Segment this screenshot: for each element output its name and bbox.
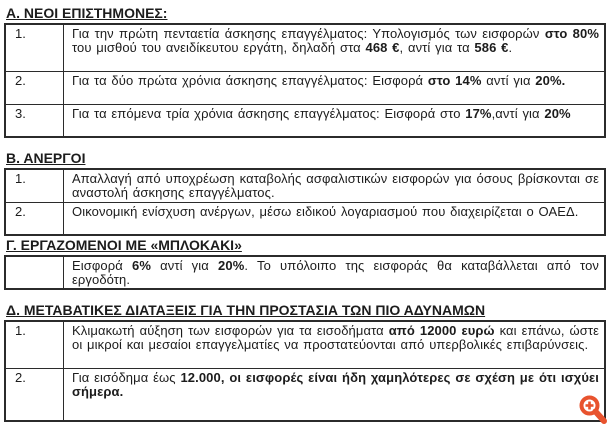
table-row <box>5 256 605 289</box>
section-title: Β. ΑΝΕΡΓΟΙ <box>6 150 86 166</box>
table-row <box>5 321 605 368</box>
section-title: Δ. ΜΕΤΑΒΑΤΙΚΕΣ ΔΙΑΤΑΞΕΙΣ ΓΙΑ ΤΗΝ ΠΡΟΣΤΑΣΙΑ ΤΩΝ ΠΙΟ ΑΔΥΝΑΜΩΝ <box>6 302 486 318</box>
table-row <box>5 202 605 235</box>
section-title: Α. ΝΕΟΙ ΕΠΙΣΤΗΜΟΝΕΣ: <box>6 5 168 21</box>
row-number-cell: 1. <box>5 321 64 368</box>
row-number-cell: 1. <box>5 24 64 71</box>
row-number-cell <box>5 256 64 289</box>
section-new-scientists <box>4 5 606 138</box>
section-title: Γ. ΕΡΓΑΖΟΜΕΝΟΙ ΜΕ «ΜΠΛΟΚΑΚΙ» <box>6 237 242 253</box>
row-text-cell: Κλιμακωτή αύξηση των εισφορών για τα εισοδήματα από 12000 ευρώ και επάνω, ώστε οι μικροί και μεσαίοι επαγγελματίες να προστατεύονται από υπερβολικές επιβαρύνσεις. <box>64 321 606 368</box>
row-text-cell: Απαλλαγή από υποχρέωση καταβολής ασφαλιστικών εισφορών για όσους βρίσκονται σε αναστολή άσκησης επαγγέλματος. <box>64 169 606 202</box>
row-text-cell: Εισφορά 6% αντί για 20%. Το υπόλοιπο της εισφοράς θα καταβάλλεται από τον εργοδότη. <box>64 256 606 289</box>
table-row <box>5 368 605 421</box>
section-table <box>4 320 606 422</box>
row-number-cell: 2. <box>5 71 64 104</box>
row-text-cell: Για τα επόμενα τρία χρόνια άσκησης επαγγέλματος: Εισφορά στο 17%,αντί για 20% <box>64 104 606 137</box>
row-number-cell: 1. <box>5 169 64 202</box>
section-blokaki-workers <box>4 237 606 290</box>
table-row <box>5 24 605 71</box>
section-table <box>4 168 606 236</box>
row-number-cell: 3. <box>5 104 64 137</box>
row-text-cell: Για τα δύο πρώτα χρόνια άσκησης επαγγέλματος: Εισφορά στο 14% αντί για 20%. <box>64 71 606 104</box>
row-text-cell: Για την πρώτη πενταετία άσκησης επαγγέλματος: Υπολογισμός των εισφορών στο 80% του μισθού του ανειδίκευτου εργάτη, δηλαδή στα 468 €, αντί για τα 586 €. <box>64 24 606 71</box>
row-number-cell: 2. <box>5 368 64 421</box>
section-table <box>4 255 606 290</box>
table-row <box>5 104 605 137</box>
table-row <box>5 169 605 202</box>
row-number-cell: 2. <box>5 202 64 235</box>
section-unemployed <box>4 150 606 236</box>
zoom-in-icon[interactable] <box>578 394 608 426</box>
row-text-cell: Για εισόδημα έως 12.000, οι εισφορές είναι ήδη χαμηλότερες σε σχέση με ότι ισχύει σήμερα. <box>64 368 606 421</box>
section-transitional-provisions <box>4 302 606 422</box>
table-row <box>5 71 605 104</box>
section-table <box>4 23 606 138</box>
row-text-cell: Οικονομική ενίσχυση ανέργων, μέσω ειδικού λογαριασμού που διαχειρίζεται ο ΟΑΕΔ. <box>64 202 606 235</box>
